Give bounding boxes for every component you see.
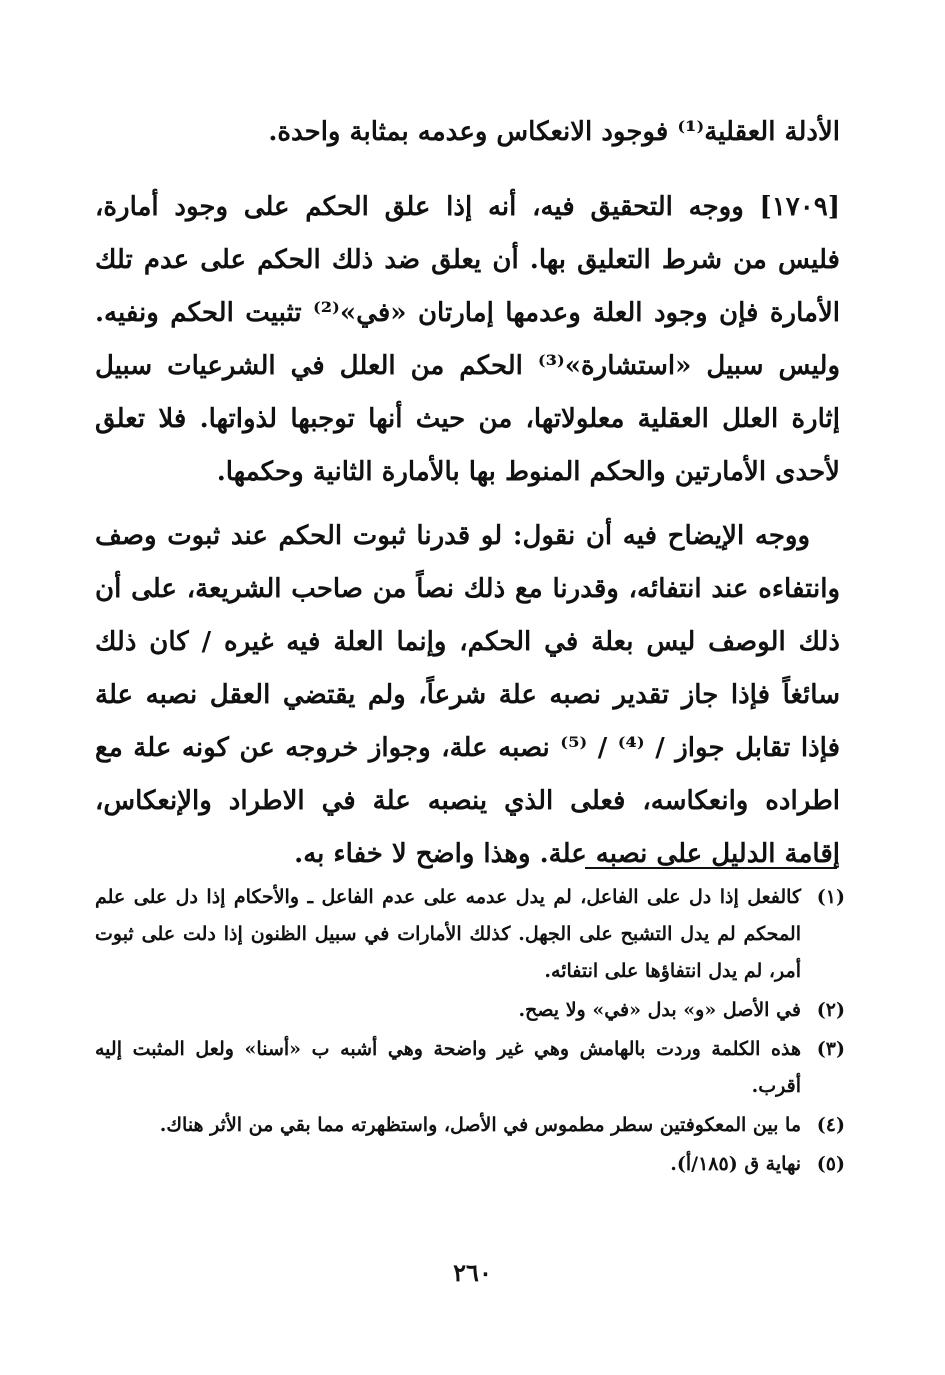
paragraph-text: الأدلة العقلية⁽¹⁾ فوجود الانعكاس وعدمه بمثابة واحدة. bbox=[268, 117, 840, 147]
footnote-text: نهاية ق (١٨٥/أ). bbox=[670, 1153, 801, 1175]
footnote-number: (٥) bbox=[816, 1153, 845, 1175]
footnote-4 bbox=[95, 1107, 845, 1144]
paragraph-text: [١٧٠٩] ووجه التحقيق فيه، أنه إذا علق الحكم على وجود أمارة، فليس من شرط التعليق بها. أن يعلق ضد ذلك الحكم على عدم تلك الأمارة فإن وجود العلة وعدمها إمارتان «في»⁽²⁾ تثبيت الحكم ونفيه. وليس سبيل «استشارة»⁽³⁾ الحكم من العلل في الشرعيات سبيل إثارة العلل العقلية معلولاتها، من حيث أنها توجبها لذواتها. فلا تعلق لأحدى الأمارتين والحكم المنوط بها بالأمارة الثانية وحكمها. bbox=[95, 192, 841, 487]
paragraph-text: ووجه الإيضاح فيه أن نقول: لو قدرنا ثبوت الحكم عند ثبوت وصف وانتفاءه عند انتفائه، وقدرنا مع ذلك نصاً من صاحب الشريعة، على أن ذلك الوصف ليس بعلة في الحكم، وإنما العلة فيه غيره / كان ذلك سائغاً فإذا جاز تقدير نصبه علة شرعاً، ولم يقتضي العقل نصبه علة فإذا تقابل جواز / ⁽⁴⁾ / ⁽⁵⁾ نصبه علة، وجواز خروجه عن كونه علة مع اطراده وانعكاسه، فعلى الذي ينصبه علة في الاطراد والإنعكاس، إقامة الدليل على نصبه علة. وهذا واضح لا خفاء به. bbox=[95, 521, 841, 869]
footnote-1 bbox=[95, 879, 845, 990]
footnote-text: في الأصل «و» بدل «في» ولا يصح. bbox=[518, 999, 801, 1021]
footnote-text: هذه الكلمة وردت بالهامش وهي غير واضحة وهي أشبه ب «أسنا» ولعل المثبت إليه أقرب. bbox=[95, 1038, 801, 1097]
body-paragraph-1 bbox=[95, 106, 840, 159]
body-paragraph-2 bbox=[95, 181, 840, 499]
body-paragraph-3 bbox=[95, 510, 840, 881]
footnote-divider bbox=[585, 867, 837, 869]
footnote-text: ما بين المعكوفتين سطر مطموس في الأصل، واستظهرته مما بقي من الأثر هناك. bbox=[159, 1114, 801, 1136]
page-number: ٢٦٠ bbox=[453, 1258, 492, 1287]
footnote-number: (٤) bbox=[816, 1114, 845, 1136]
footnote-number: (٢) bbox=[816, 999, 845, 1021]
footnote-number: (١) bbox=[816, 886, 845, 908]
footnote-2 bbox=[95, 992, 845, 1029]
footnote-text: كالفعل إذا دل على الفاعل، لم يدل عدمه على عدم الفاعل ـ والأحكام إذا دل على علم المحكم لم يدل التشبح على الجهل. كذلك الأمارات في سبيل الظنون إذا دلت على ثبوت أمر، لم يدل انتفاؤها على انتفائه. bbox=[95, 886, 801, 982]
footnote-5 bbox=[95, 1146, 845, 1183]
footnote-3 bbox=[95, 1031, 845, 1105]
footnotes bbox=[95, 879, 845, 1185]
footnote-number: (٣) bbox=[816, 1038, 845, 1060]
